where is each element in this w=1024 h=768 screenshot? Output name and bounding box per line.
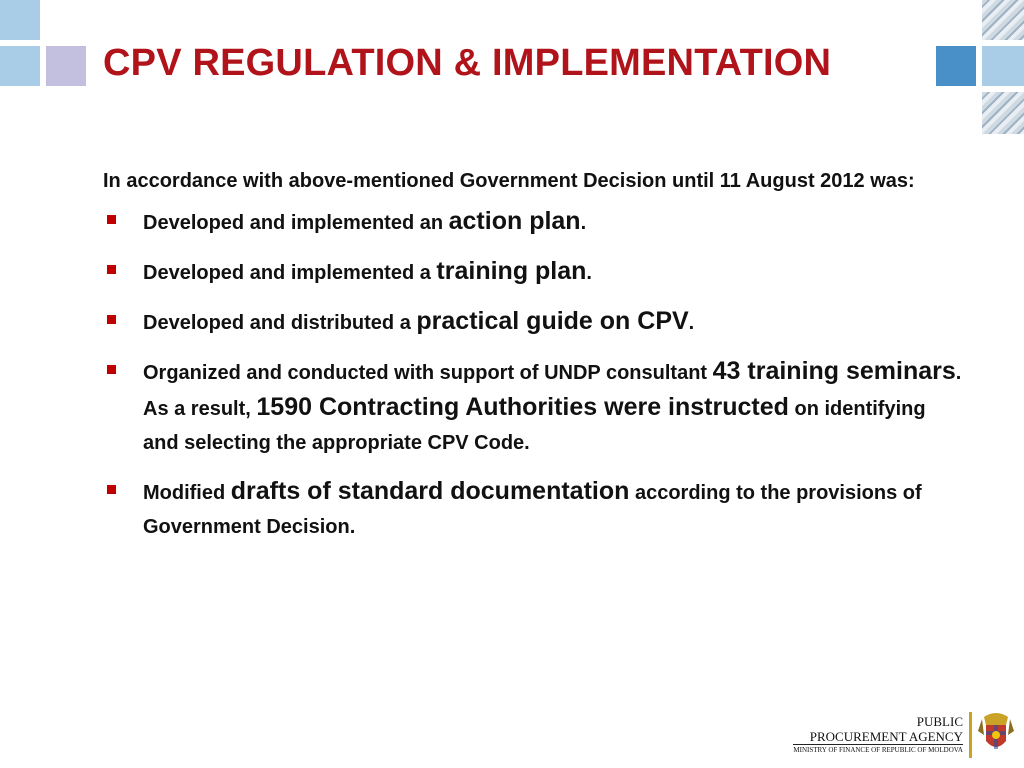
moldova-coat-of-arms-icon xyxy=(978,709,1014,760)
bullet-icon xyxy=(107,215,116,224)
bullet-text: . xyxy=(586,262,592,284)
agency-name-line2: PROCUREMENT AGENCY xyxy=(809,728,963,744)
bullet-icon xyxy=(107,265,116,274)
decor-square xyxy=(46,46,86,86)
bullet-text: Developed and implemented an xyxy=(143,212,449,234)
list-item xyxy=(103,354,963,460)
bullet-text: . As a result, xyxy=(143,362,962,420)
decor-square xyxy=(936,46,976,86)
bullet-text: Organized and conducted with support of UNDP consultant xyxy=(143,362,713,384)
bullet-text: . xyxy=(580,212,587,234)
bullet-list xyxy=(103,204,963,544)
intro-paragraph: In accordance with above-mentioned Government Decision until 11 August 2012 was: xyxy=(103,170,915,192)
decor-photo xyxy=(982,0,1024,40)
bullet-text: according to the provisions of Government Decision. xyxy=(143,482,922,538)
list-item xyxy=(103,304,963,340)
decor-square xyxy=(0,0,40,40)
ministry-name: MINISTRY OF FINANCE OF REPUBLIC OF MOLDOVA xyxy=(793,745,963,754)
bullet-emphasis: training plan xyxy=(436,257,587,285)
bullet-text: Modified xyxy=(143,482,231,504)
agency-name-block xyxy=(793,715,963,755)
bullet-text: Developed and distributed a xyxy=(143,312,417,334)
bullet-text: on identifying and selecting the appropriate CPV Code. xyxy=(143,398,926,454)
agency-logo xyxy=(793,709,1014,760)
logo-divider xyxy=(969,712,972,758)
list-item xyxy=(103,254,963,290)
agency-name-line1: PUBLIC xyxy=(916,713,963,729)
bullet-emphasis: action plan xyxy=(448,207,581,235)
bullet-emphasis: 1590 Contracting Authorities were instructed xyxy=(256,393,789,421)
decor-photo xyxy=(982,92,1024,134)
bullet-emphasis: drafts of standard documentation xyxy=(230,477,630,505)
slide-title: CPV REGULATION & IMPLEMENTATION xyxy=(103,42,832,84)
bullet-icon xyxy=(107,365,116,374)
bullet-icon xyxy=(107,485,116,494)
bullet-emphasis: 43 training seminars xyxy=(712,357,956,385)
decor-square xyxy=(982,46,1024,86)
decor-square xyxy=(0,46,40,86)
bullet-emphasis: practical guide on CPV xyxy=(416,307,689,335)
bullet-text: . xyxy=(688,312,695,334)
bullet-icon xyxy=(107,315,116,324)
list-item xyxy=(103,474,963,544)
list-item xyxy=(103,204,963,240)
slide-content xyxy=(103,164,963,558)
bullet-text: Developed and implemented a xyxy=(143,262,437,284)
